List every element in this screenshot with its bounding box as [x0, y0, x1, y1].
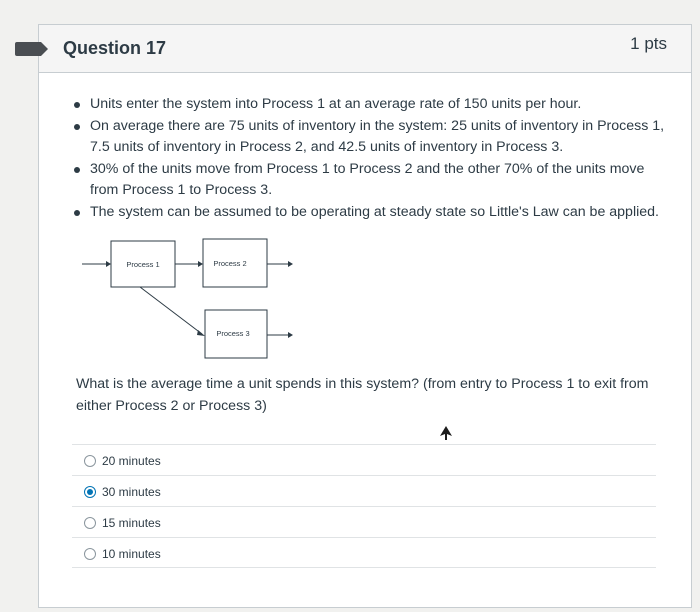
answer-label[interactable]: 15 minutes: [102, 516, 161, 530]
process-2-label: Process 2: [213, 259, 247, 268]
answer-label[interactable]: 30 minutes: [102, 485, 161, 499]
question-prompt: What is the average time a unit spends in this system? (from entry to Process 1 to exit from either Process 2 or Process 3): [76, 376, 649, 414]
p1-p2-arrowhead: [198, 261, 203, 267]
answer-option[interactable]: [72, 506, 656, 537]
process-flow-diagram: [80, 234, 310, 368]
question-header: [39, 25, 691, 73]
bullet-item: Units enter the system into Process 1 at an average rate of 150 units per hour.: [74, 94, 674, 116]
process-3-label: Process 3: [216, 329, 250, 338]
answer-label[interactable]: 20 minutes: [102, 454, 161, 468]
p2-output-arrowhead: [288, 261, 293, 267]
p1-p3-arrowhead: [197, 330, 205, 336]
radio-button[interactable]: [84, 517, 96, 529]
question-points: 1 pts: [630, 34, 667, 53]
answer-list: [72, 444, 656, 568]
radio-button[interactable]: [84, 455, 96, 467]
answer-option[interactable]: [72, 444, 656, 475]
question-title: Question 17: [63, 38, 167, 58]
problem-bullets: [74, 94, 674, 223]
mouse-cursor-icon: [440, 426, 452, 440]
bullet-item: On average there are 75 units of inventory in the system: 25 units of inventory in Process 1, 7.5 units of inventory in Process 2, and 42.5 units of inventory in Process 3.: [74, 116, 674, 159]
radio-button-selected[interactable]: [84, 486, 96, 498]
p1-p3-arrow: [140, 287, 202, 334]
answer-label[interactable]: 10 minutes: [102, 547, 161, 561]
bullet-item: 30% of the units move from Process 1 to Process 2 and the other 70% of the units move from Process 1 to Process 3.: [74, 159, 674, 202]
answer-option[interactable]: [72, 475, 656, 506]
process-1-label: Process 1: [126, 260, 160, 269]
p3-output-arrowhead: [288, 332, 293, 338]
input-arrowhead: [106, 261, 111, 267]
bullet-item: The system can be assumed to be operating at steady state so Little's Law can be applied.: [74, 202, 674, 224]
radio-button[interactable]: [84, 548, 96, 560]
flag-icon[interactable]: [15, 42, 41, 56]
answer-option[interactable]: [72, 537, 656, 568]
